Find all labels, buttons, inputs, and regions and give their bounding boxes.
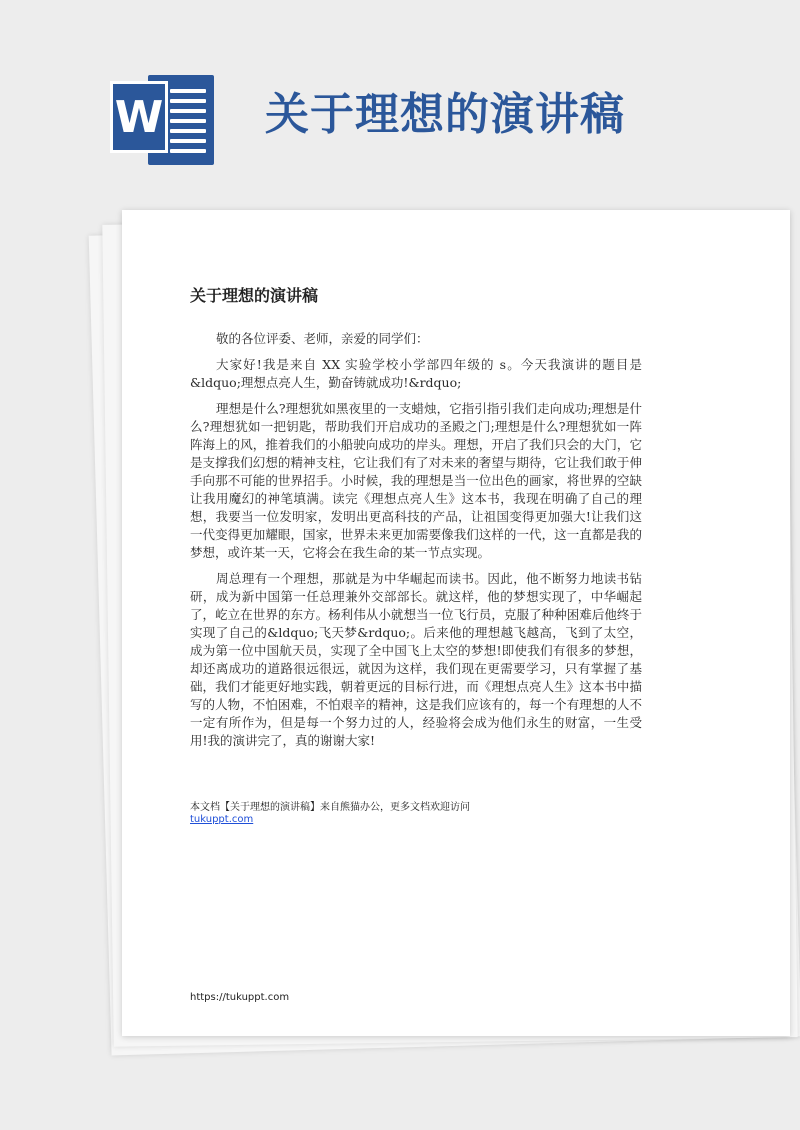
page-url: https://tukuppt.com bbox=[190, 992, 290, 1003]
body-paragraph: 周总理有一个理想，那就是为中华崛起而读书。因此，他不断努力地读书钻研，成为新中国第一任总理兼外交部部长。就这样，他的梦想实现了，中华崛起了，屹立在世界的东方。杨利伟从小就想当一位飞行员，克服了种种困难后他终于实现了自己的&ldquo;飞天梦&rdquo;。后来他的理想越飞越高，飞到了太空，成为第一位中国航天员，实现了全中国飞上太空的梦想!即使我们有很多的梦想，却还离成功的道路很远很远，就因为这样，我们现在更需要学习，只有掌握了基础，我们才能更好地实践，朝着更远的目标行进，而《理想点亮人生》这本书中描写的人物，不怕困难，不怕艰辛的精神，这是我们应该有的，每一个有理想的人不一定有所作为，但是每一个努力过的人，经验将会成为他们永生的财富，一生受用!我的演讲完了，真的谢谢大家! bbox=[190, 571, 642, 748]
document-body bbox=[190, 330, 642, 758]
greeting-paragraph: 敬的各位评委、老师，亲爱的同学们： bbox=[216, 331, 429, 346]
document-title: 关于理想的演讲稿 bbox=[190, 286, 319, 305]
body-paragraph: 理想是什么?理想犹如黑夜里的一支蜡烛，它指引指引我们走向成功;理想是什么?理想犹如一把钥匙，帮助我们开启成功的圣殿之门;理想是什么?理想犹如一阵阵海上的风，推着我们的小船驶向成功的岸头。理想，开启了我们只会的大门，它是支撑我们幻想的精神支柱，它让我们有了对未来的奢望与期待，它让我们敢于伸手向那不可能的世界招手。小时候，我的理想是当一位出色的画家，将世界的空缺让我用魔幻的神笔填满。读完《理想点亮人生》这本书，我现在明确了自己的理想，我要当一位发明家，发明出更高科技的产品，让祖国变得更加强大!让我们这一代变得更加耀眼，国家，世界未来更加需要像我们这样的一代，这一直都是我的梦想，或许某一天，它将会在我生命的某一节点实现。 bbox=[190, 401, 642, 560]
word-document-icon bbox=[110, 75, 215, 165]
banner bbox=[0, 0, 800, 200]
word-icon-letter: W bbox=[110, 81, 168, 153]
body-paragraph: 大家好!我是来自 XX 实验学校小学部四年级的 s。今天我演讲的题目是&ldquo;理想点亮人生，勤奋铸就成功!&rdquo; bbox=[190, 357, 642, 390]
footer-note: 本文档【关于理想的演讲稿】来自熊猫办公，更多文档欢迎访问 bbox=[190, 802, 470, 813]
banner-title: 关于理想的演讲稿 bbox=[265, 89, 625, 140]
footer-link[interactable]: tukuppt.com bbox=[190, 814, 254, 825]
document-page bbox=[122, 210, 790, 1036]
